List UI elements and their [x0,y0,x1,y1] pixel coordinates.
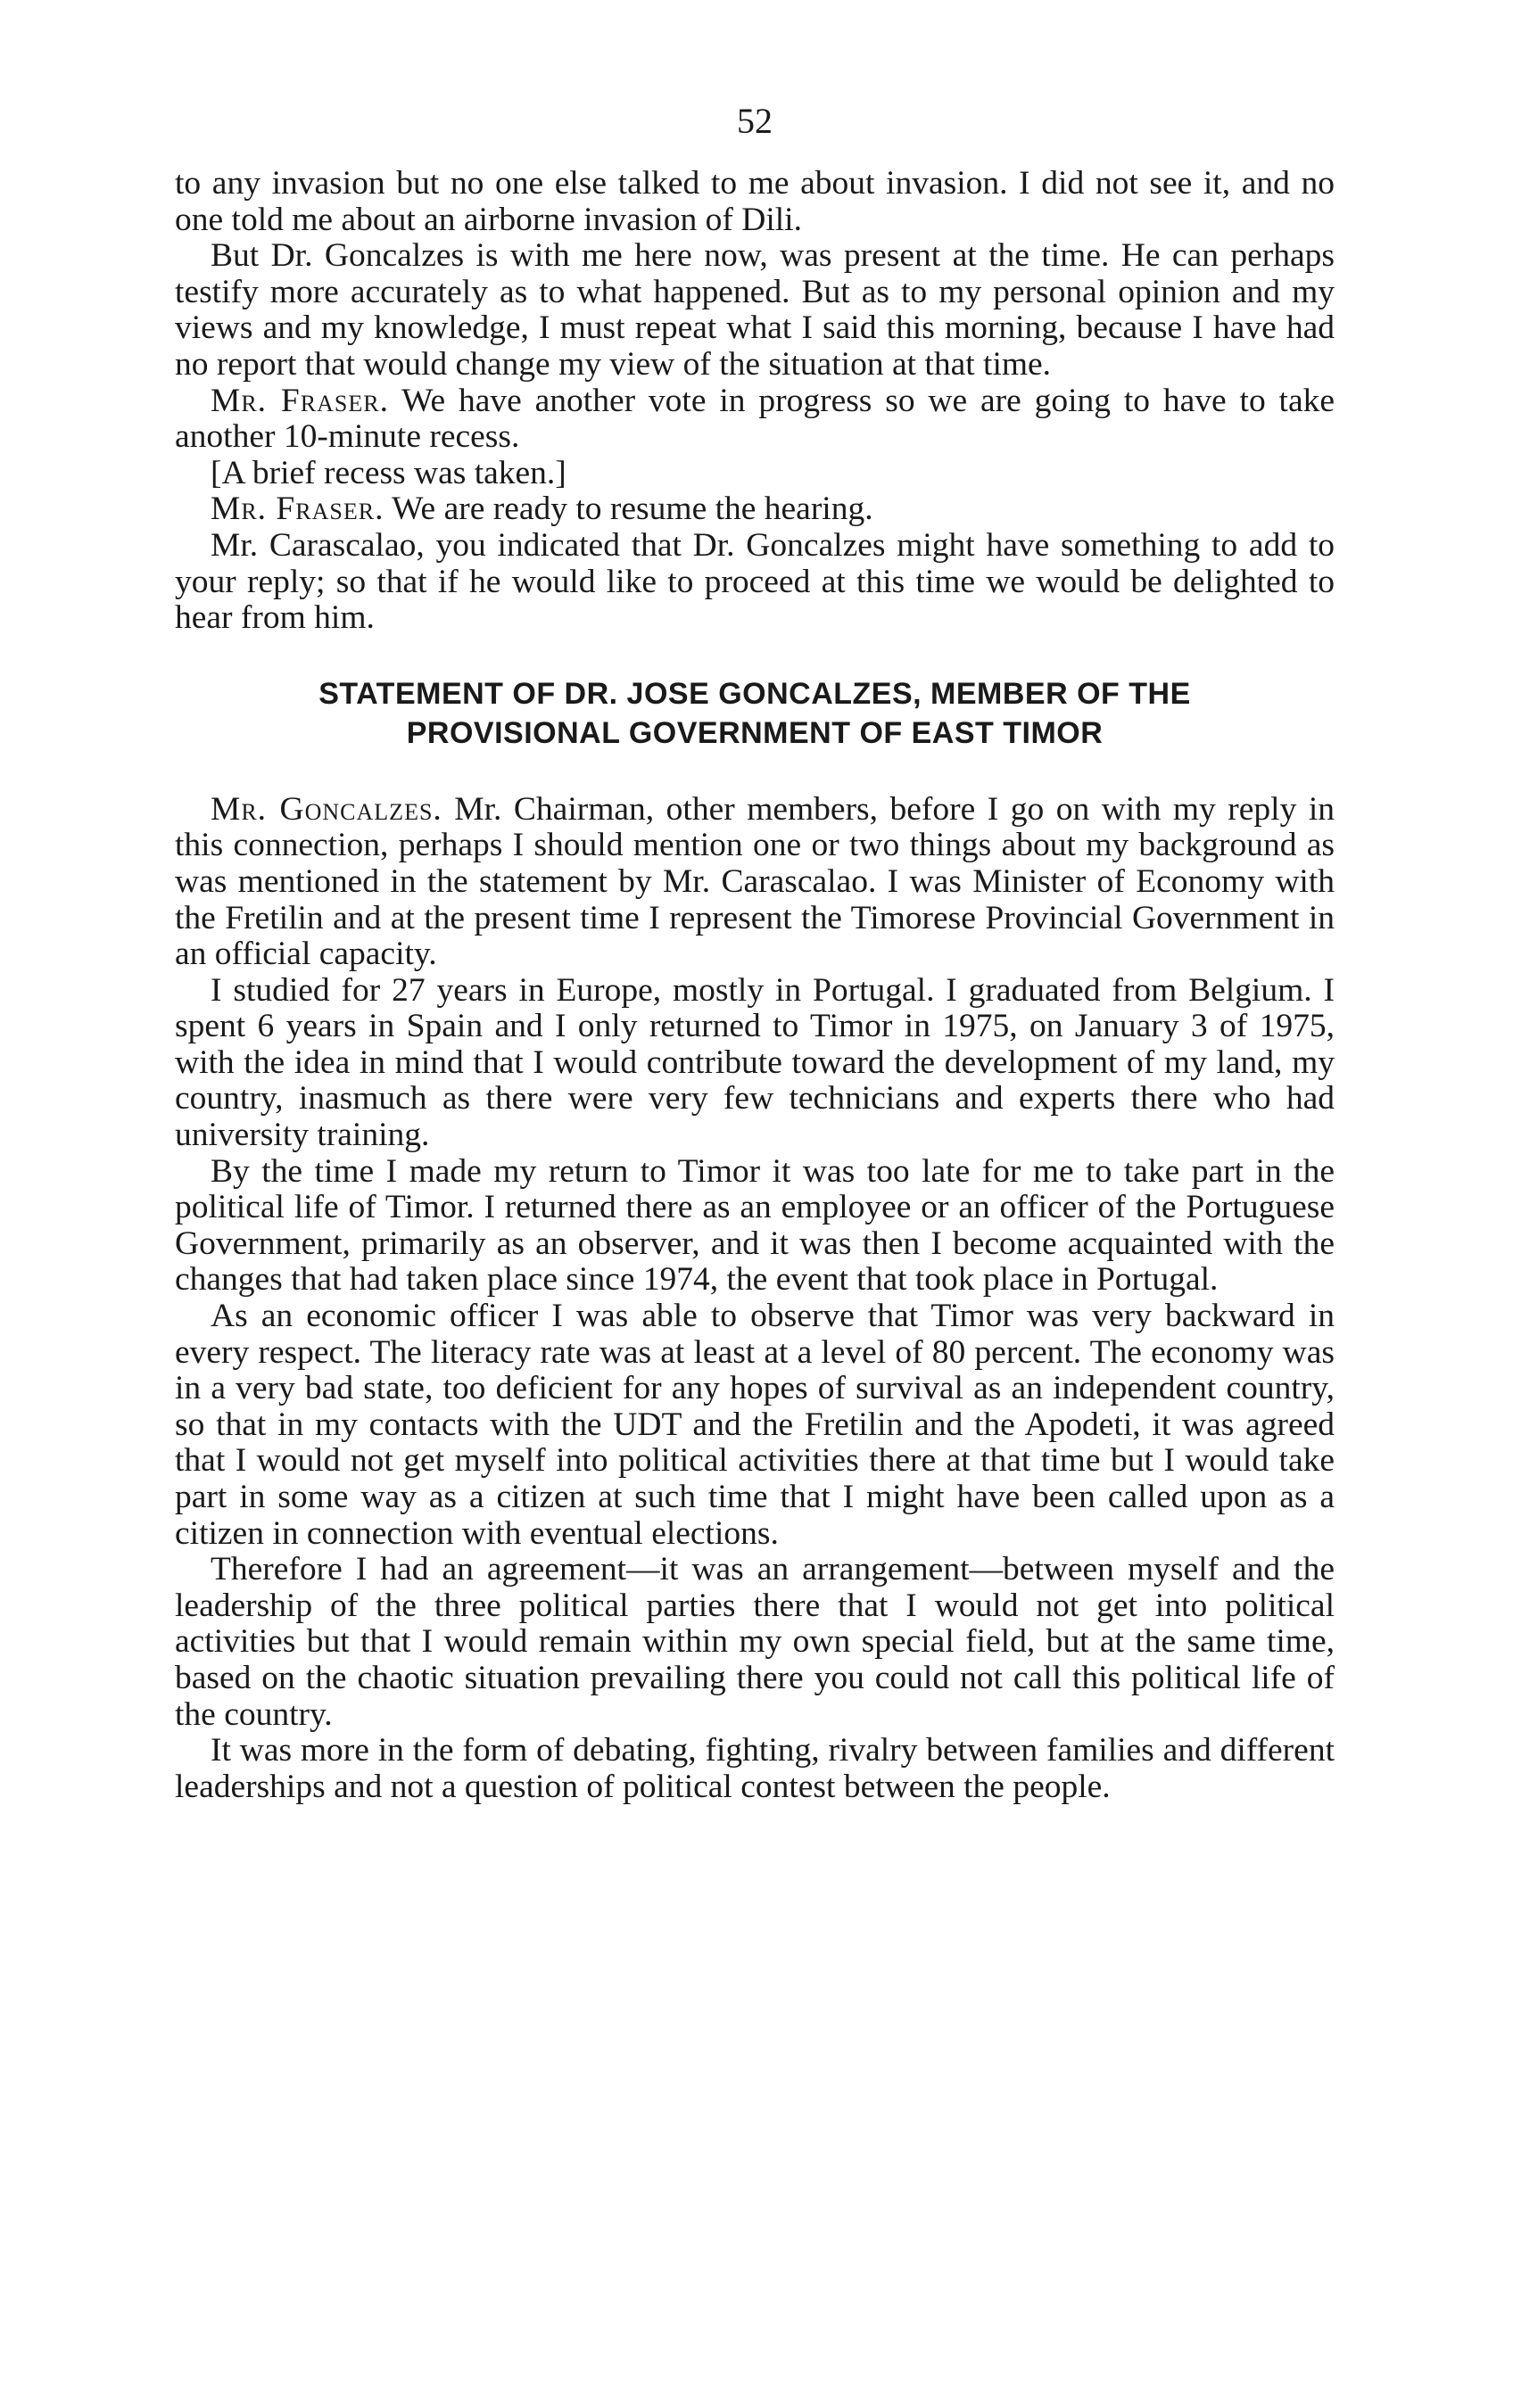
paragraph [175,1733,1335,1805]
speaker-name: Mr. Fraser. [211,382,389,419]
speaker-name: Mr. Goncalzes. [211,790,442,828]
top-section [175,166,1335,637]
paragraph-text: We are ready to resume the hearing. [384,491,873,528]
heading-line: PROVISIONAL GOVERNMENT OF EAST TIMOR [406,715,1104,750]
paragraph [175,238,1335,383]
bottom-section [175,792,1335,1806]
heading-line: STATEMENT OF DR. JOSE GONCALZES, MEMBER OF THE [318,676,1191,711]
paragraph [175,528,1335,637]
paragraph-text: [A brief recess was taken.] [211,454,566,491]
paragraph-text: We have another vote in progress so we are going to have to take another 10-minute recess. [175,382,1335,456]
paragraph [175,383,1335,456]
paragraph [175,1552,1335,1733]
paragraph-text: It was more in the form of debating, fighting, rivalry between families and different leaderships and not a question of political contest between the people. [175,1732,1335,1805]
paragraph-text: Therefore I had an agreement—it was an arrangement—between myself and the leadership of the three political parties there that I would not get into political activities but that I would remain within my own special field, but at the same time, based on the chaotic situation prevailing there you could not call this political life of the country. [175,1551,1335,1733]
speaker-name: Mr. Fraser. [211,491,384,528]
paragraph [175,491,1335,528]
paragraph-text: By the time I made my return to Timor it was too late for me to take part in the political life of Timor. I returned there as an employee or an officer of the Portuguese Government, primarily as an observer, and it was then I become acquainted with the changes that had taken place since 1974, the event that took place in Portugal. [175,1152,1335,1299]
document-page [175,100,1335,1805]
paragraph-text: As an economic officer I was able to observe that Timor was very backward in every respect. The literacy rate was at least at a level of 80 percent. The economy was in a very bad state, too deficient for any hopes of survival as an independent country, so that in my contacts with the UDT and the Fretilin and the Apodeti, it was agreed that I would not get myself into political activities there at that time but I would take part in some way as a citizen at such time that I might have been called upon as a citizen in connection with eventual elections. [175,1298,1335,1552]
paragraph [175,792,1335,973]
page-number: 52 [737,101,773,141]
paragraph [175,456,1335,492]
paragraph-text: to any invasion but no one else talked to me about invasion. I did not see it, and no one told me about an airborne invasion of Dili. [175,165,1335,238]
paragraph-text: But Dr. Goncalzes is with me here now, was present at the time. He can perhaps testify more accurately as to what happened. But as to my personal opinion and my views and my knowledge, I must repeat what I said this morning, because I have had no report that would change my view of the situation at that time. [175,237,1335,383]
paragraph [175,1299,1335,1552]
section-heading [175,674,1335,753]
paragraph-text: Mr. Carascalao, you indicated that Dr. Goncalzes might have something to add to your reply; so that if he would like to proceed at this time we would be delighted to hear from him. [175,526,1335,637]
paragraph-text: I studied for 27 years in Europe, mostly in Portugal. I graduated from Belgium. I spent 6 years in Spain and I only returned to Timor in 1975, on January 3 of 1975, with the idea in mind that I would contribute toward the development of my land, my country, inasmuch as there were very few technicians and experts there who had university training. [175,971,1335,1154]
paragraph [175,166,1335,238]
paragraph [175,973,1335,1154]
paragraph-text: Mr. Chairman, other members, before I go on with my reply in this connection, perhaps I should mention one or two things about my background as was mentioned in the statement by Mr. Carascalao. I was Minister of Economy with the Fretilin and at the present time I represent the Timorese Provincial Government in an official capacity. [175,790,1335,973]
paragraph [175,1154,1335,1299]
